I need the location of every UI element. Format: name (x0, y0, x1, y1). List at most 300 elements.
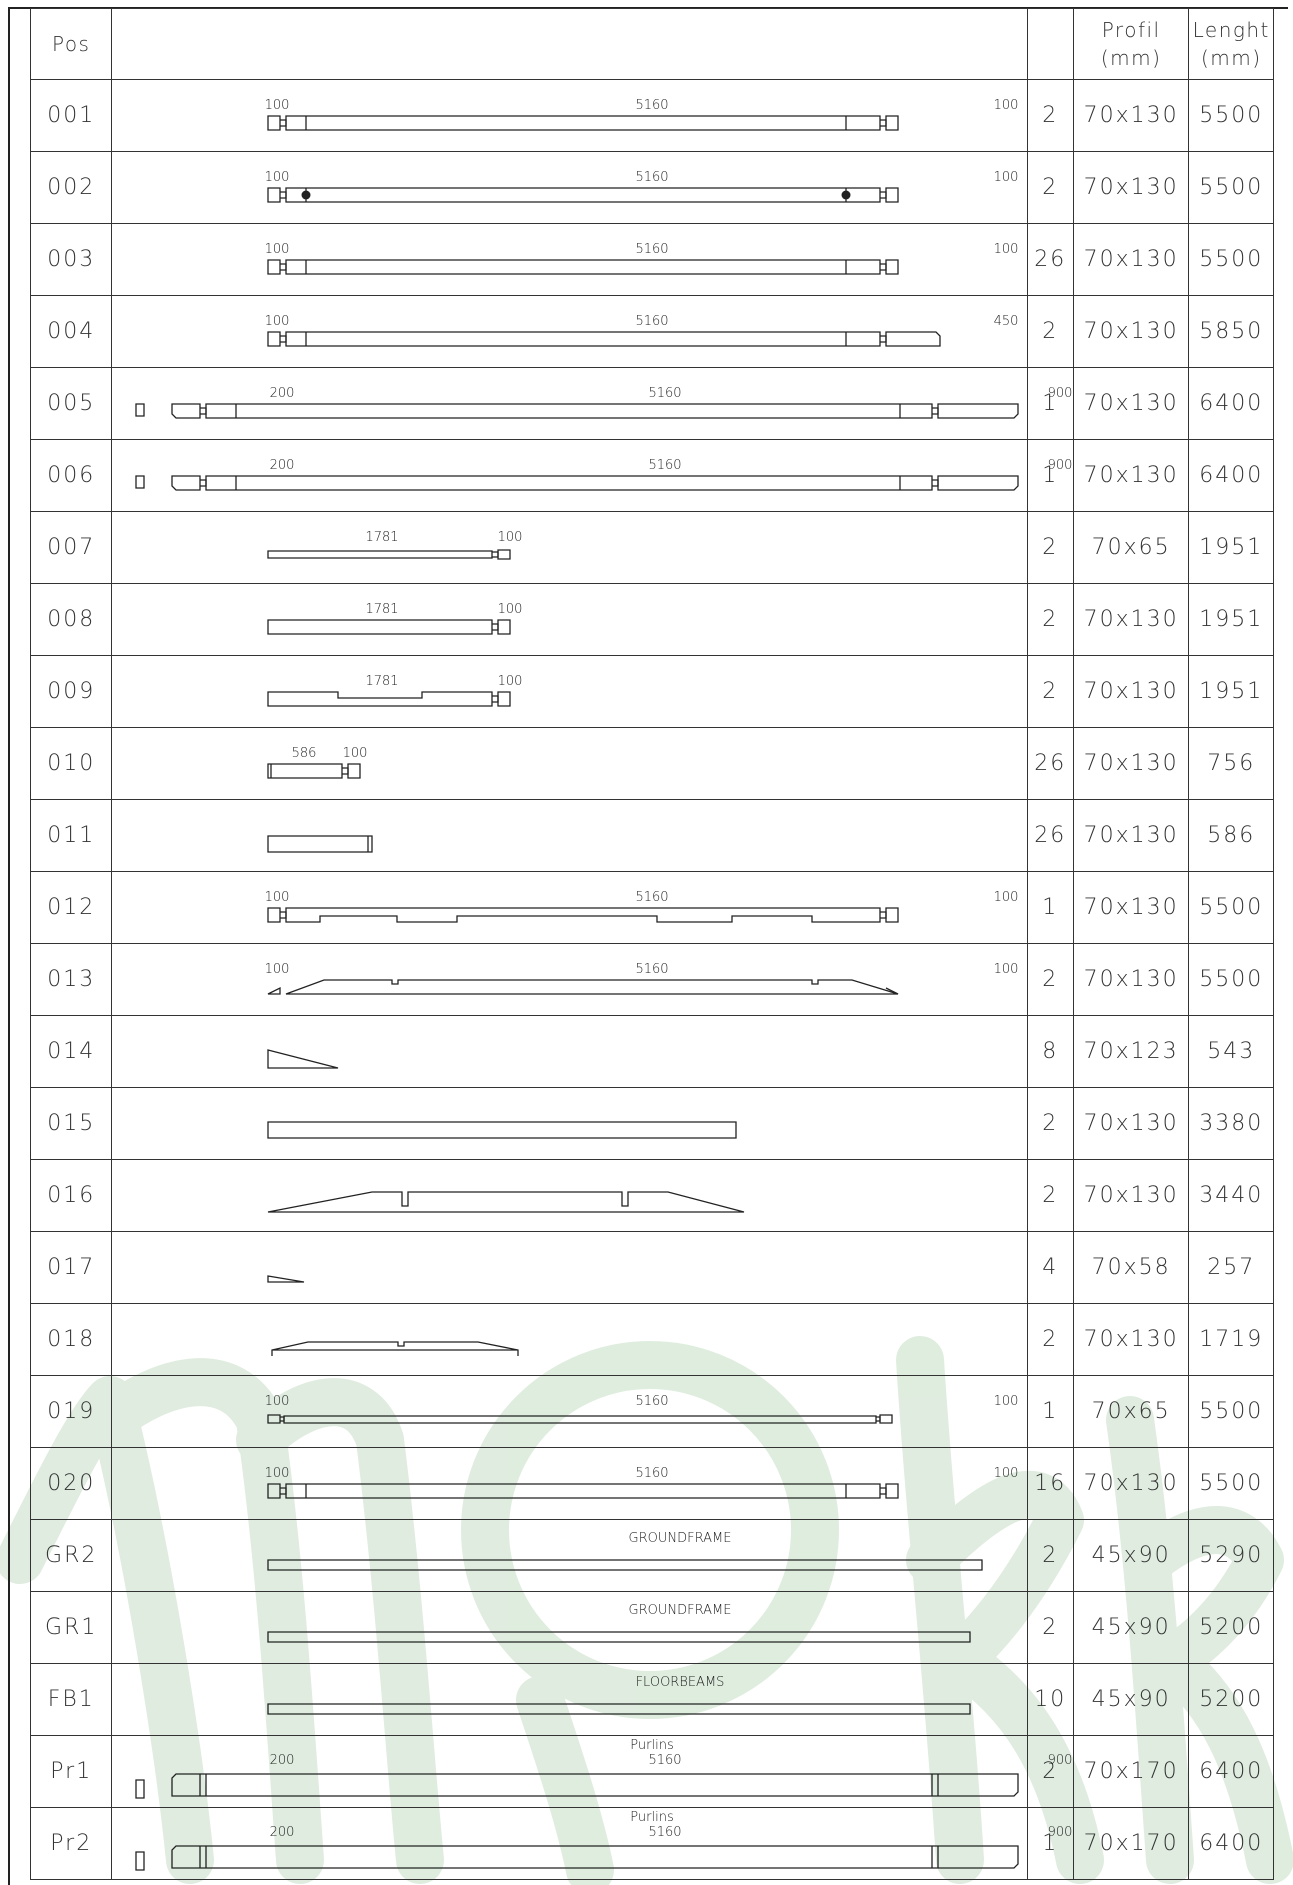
dimension-middle: 5160 (635, 962, 669, 977)
cell-quantity: 2 (1027, 656, 1073, 728)
cell-profil: 70x130 (1073, 368, 1189, 440)
cell-drawing (112, 1376, 1027, 1448)
part-drawing (112, 1016, 1021, 1087)
table-row (31, 728, 1274, 800)
tenon-left (268, 116, 280, 130)
cell-pos: 007 (31, 512, 112, 584)
tenon-right (886, 116, 898, 130)
cell-length: 756 (1189, 728, 1274, 800)
tenon-neck-right (880, 264, 886, 270)
table-row (31, 872, 1274, 944)
cell-quantity: 26 (1027, 224, 1073, 296)
cell-profil: 70x130 (1073, 656, 1189, 728)
cell-quantity: 2 (1027, 80, 1073, 152)
cell-pos: 015 (31, 1088, 112, 1160)
cell-profil: 70x130 (1073, 728, 1189, 800)
tie-body (268, 764, 342, 778)
cell-profil: 70x170 (1073, 1736, 1189, 1808)
cell-drawing (112, 368, 1073, 440)
table-row (31, 80, 1274, 152)
cell-length: 3440 (1189, 1160, 1274, 1232)
table-row (31, 656, 1274, 728)
brace (272, 1342, 518, 1356)
tenon-left (268, 1415, 280, 1423)
cell-pos: FB1 (31, 1664, 112, 1736)
dimension-right: 900 (1048, 386, 1073, 401)
dimension-right: 100 (994, 170, 1019, 185)
cell-length: 5200 (1189, 1664, 1274, 1736)
tenon-neck (492, 624, 498, 630)
cell-quantity: 26 (1027, 728, 1073, 800)
part-drawing (112, 1232, 1021, 1303)
beam-body (286, 188, 880, 202)
tenon-neck-left (280, 336, 286, 342)
table-row (31, 1736, 1274, 1808)
header-profil (1073, 9, 1189, 80)
part-drawing (112, 728, 1021, 799)
cell-length: 257 (1189, 1232, 1274, 1304)
cell-quantity: 1 (1027, 1376, 1073, 1448)
part-drawing (112, 1304, 1021, 1375)
part-drawing (112, 512, 1021, 583)
cell-pos: 017 (31, 1232, 112, 1304)
tapered-beam-body (286, 980, 898, 994)
cell-drawing (112, 296, 1027, 368)
post-body (268, 620, 492, 634)
part-drawing (112, 440, 1073, 511)
groundframe-label: GROUNDFRAME (629, 1531, 732, 1546)
cell-pos: 010 (31, 728, 112, 800)
part-drawing (112, 1088, 1021, 1159)
cell-quantity: 2 (1027, 152, 1073, 224)
cell-length: 543 (1189, 1016, 1274, 1088)
end-right (938, 404, 1018, 418)
cell-profil: 70x130 (1073, 152, 1189, 224)
dimension-right: 900 (1048, 1825, 1073, 1840)
dimension-left: 1781 (365, 674, 399, 689)
cell-quantity: 2 (1027, 512, 1073, 584)
tenon-neck-left (200, 408, 206, 414)
dimension-middle: 5160 (635, 890, 669, 905)
header-pos-label: Pos (51, 32, 91, 56)
short-block (268, 836, 372, 852)
dimension-middle: 5160 (648, 386, 682, 401)
dimension-left: 100 (265, 962, 290, 977)
part-drawing (112, 1520, 1021, 1591)
table-row (31, 1808, 1274, 1880)
tenon-right (886, 1484, 898, 1498)
dimension-right: 450 (994, 314, 1019, 329)
cell-profil: 70x170 (1073, 1808, 1189, 1880)
cell-drawing (112, 440, 1073, 512)
tenon-right (886, 908, 898, 922)
cell-length: 1951 (1189, 656, 1274, 728)
dimension-middle: 5160 (648, 1825, 682, 1840)
cell-drawing (112, 1088, 1027, 1160)
dimension-left: 200 (270, 458, 295, 473)
cell-quantity: 4 (1027, 1232, 1073, 1304)
notched-beam-body (286, 908, 880, 922)
table-row (31, 1592, 1274, 1664)
header-pos (31, 9, 112, 80)
tenon (348, 764, 360, 778)
small-wedge (268, 1276, 304, 1282)
cell-drawing (112, 1592, 1027, 1664)
header-profil-unit: (mm) (1100, 46, 1162, 70)
floorbeams-label: FLOORBEAMS (636, 1675, 725, 1690)
cell-drawing (112, 1016, 1027, 1088)
header-length (1189, 9, 1274, 80)
dimension-right: 100 (498, 530, 523, 545)
cell-profil: 70x123 (1073, 1016, 1189, 1088)
header-qty (1027, 9, 1073, 80)
cell-pos: 013 (31, 944, 112, 1016)
cell-profil: 70x130 (1073, 800, 1189, 872)
table-row (31, 512, 1274, 584)
purlin-label: Purlins (630, 1738, 675, 1753)
groundframe-beam (268, 1560, 982, 1570)
section-mark (136, 1780, 144, 1798)
tenon-neck-left (280, 120, 286, 126)
table-row (31, 800, 1274, 872)
tenon-neck-left (280, 192, 286, 198)
cell-quantity: 2 (1027, 1520, 1073, 1592)
part-drawing (112, 296, 1021, 367)
tenon-right (886, 260, 898, 274)
cell-profil: 45x90 (1073, 1664, 1189, 1736)
cell-drawing (112, 1664, 1027, 1736)
cell-drawing (112, 800, 1027, 872)
cell-length: 5290 (1189, 1520, 1274, 1592)
dimension-right: 100 (994, 962, 1019, 977)
cell-quantity: 1 (1027, 368, 1073, 440)
cell-drawing (112, 224, 1027, 296)
end-left (172, 476, 200, 490)
post-body (268, 551, 492, 558)
cell-profil: 70x58 (1073, 1232, 1189, 1304)
table-row (31, 440, 1274, 512)
cell-length: 6400 (1189, 1736, 1274, 1808)
tenon-left (268, 260, 280, 274)
table-row (31, 1160, 1274, 1232)
tenon (498, 692, 510, 706)
header-drawing (112, 9, 1027, 80)
tenon-neck-left (280, 1488, 286, 1494)
cell-drawing (112, 80, 1027, 152)
cell-quantity: 8 (1027, 1016, 1073, 1088)
tenon-neck-right (880, 912, 886, 918)
cell-pos: 011 (31, 800, 112, 872)
cell-profil: 45x90 (1073, 1592, 1189, 1664)
cell-profil: 70x130 (1073, 944, 1189, 1016)
cell-length: 5500 (1189, 80, 1274, 152)
tenon-neck (342, 768, 348, 774)
part-drawing (112, 1160, 1021, 1231)
cell-drawing (112, 512, 1027, 584)
groundframe-beam (268, 1632, 970, 1642)
purlin-label: Purlins (630, 1810, 675, 1825)
cell-drawing (112, 728, 1027, 800)
cell-profil: 45x90 (1073, 1520, 1189, 1592)
section-mark (136, 476, 144, 488)
dimension-left: 100 (265, 170, 290, 185)
cell-pos: Pr1 (31, 1736, 112, 1808)
cell-pos: 005 (31, 368, 112, 440)
peg-hole (842, 191, 851, 200)
cell-length: 5850 (1189, 296, 1274, 368)
table-row (31, 1448, 1274, 1520)
cell-profil: 70x130 (1073, 1448, 1189, 1520)
dimension-right: 900 (1048, 1753, 1073, 1768)
cell-length: 1951 (1189, 512, 1274, 584)
end-left (172, 404, 200, 418)
tapered-plank (268, 1192, 744, 1212)
cell-pos: 002 (31, 152, 112, 224)
cell-profil: 70x130 (1073, 1304, 1189, 1376)
tenon (498, 620, 510, 634)
cell-quantity: 26 (1027, 800, 1073, 872)
tenon-right (886, 188, 898, 202)
cell-pos: 016 (31, 1160, 112, 1232)
dimension-right: 100 (343, 746, 368, 761)
purlin-body (172, 1846, 1018, 1868)
table-row (31, 1520, 1274, 1592)
tenon-neck-left (200, 480, 206, 486)
dimension-right: 100 (994, 1466, 1019, 1481)
wedge (268, 1050, 338, 1068)
dimension-right: 900 (1048, 458, 1073, 473)
table-row (31, 944, 1274, 1016)
floorbeam (268, 1704, 970, 1714)
part-drawing (112, 1664, 1021, 1735)
table-header-row (31, 9, 1274, 80)
cell-drawing (112, 1160, 1027, 1232)
cell-quantity: 2 (1027, 296, 1073, 368)
tenon-right (880, 1415, 892, 1423)
purlin-body (172, 1774, 1018, 1796)
tenon-neck-left (280, 912, 286, 918)
cell-drawing (112, 1232, 1027, 1304)
dimension-middle: 5160 (635, 1466, 669, 1481)
tenon-left (268, 908, 280, 922)
cell-quantity: 16 (1027, 1448, 1073, 1520)
cell-length: 5500 (1189, 944, 1274, 1016)
cell-profil: 70x130 (1073, 440, 1189, 512)
part-drawing (112, 80, 1021, 151)
part-drawing (112, 1448, 1021, 1519)
table-row (31, 1664, 1274, 1736)
dimension-middle: 5160 (648, 1753, 682, 1768)
beam-body (206, 404, 932, 418)
dimension-middle: 5160 (635, 1394, 669, 1409)
tenon-left (268, 1484, 280, 1498)
dimension-middle: 5160 (635, 314, 669, 329)
tenon-neck (492, 696, 498, 702)
beam-body (286, 332, 880, 346)
dimension-middle: 5160 (648, 458, 682, 473)
part-drawing (112, 1808, 1073, 1879)
dimension-right: 100 (994, 1394, 1019, 1409)
peg-hole (302, 191, 311, 200)
taper-left (268, 988, 280, 994)
part-drawing (112, 1376, 1021, 1447)
tenon-left (268, 332, 280, 346)
post-body (268, 692, 492, 706)
part-drawing (112, 656, 1021, 727)
tenon-neck (492, 552, 498, 557)
part-drawing (112, 152, 1021, 223)
table-row (31, 224, 1274, 296)
table-row (31, 152, 1274, 224)
cell-pos: 003 (31, 224, 112, 296)
end-right (938, 476, 1018, 490)
part-drawing (112, 944, 1021, 1015)
cell-drawing (112, 1736, 1073, 1808)
cell-drawing (112, 1304, 1027, 1376)
cell-quantity: 2 (1027, 1592, 1073, 1664)
dimension-right: 100 (994, 890, 1019, 905)
table-row (31, 368, 1274, 440)
cell-drawing (112, 1448, 1027, 1520)
dimension-left: 100 (265, 1394, 290, 1409)
cell-pos: Pr2 (31, 1808, 112, 1880)
dimension-middle: 5160 (635, 170, 669, 185)
dimension-left: 1781 (365, 602, 399, 617)
tenon-neck-right (880, 192, 886, 198)
table-row (31, 1016, 1274, 1088)
dimension-left: 100 (265, 1466, 290, 1481)
tenon-neck-right (932, 408, 938, 414)
part-drawing (112, 800, 1021, 871)
part-drawing (112, 1592, 1021, 1663)
beam-body (286, 1484, 880, 1498)
cell-profil: 70x130 (1073, 1088, 1189, 1160)
cell-quantity: 2 (1027, 944, 1073, 1016)
cell-pos: 019 (31, 1376, 112, 1448)
dimension-left: 100 (265, 242, 290, 257)
tenon-neck-right (880, 336, 886, 342)
dimension-left: 200 (270, 1825, 295, 1840)
cell-pos: 006 (31, 440, 112, 512)
cell-pos: 014 (31, 1016, 112, 1088)
cell-length: 3380 (1189, 1088, 1274, 1160)
dimension-left: 200 (270, 386, 295, 401)
cell-drawing (112, 656, 1027, 728)
tenon-neck-right (880, 1488, 886, 1494)
cell-pos: 018 (31, 1304, 112, 1376)
dimension-right: 100 (994, 98, 1019, 113)
cell-drawing (112, 1520, 1027, 1592)
cell-length: 1719 (1189, 1304, 1274, 1376)
tenon-neck-right (880, 120, 886, 126)
sheet-border-left (8, 8, 10, 1885)
cell-quantity: 1 (1027, 1808, 1073, 1880)
parts-table (30, 8, 1274, 1880)
part-drawing (112, 584, 1021, 655)
cell-profil: 70x130 (1073, 224, 1189, 296)
cell-pos: GR2 (31, 1520, 112, 1592)
plank (268, 1122, 736, 1138)
cell-drawing (112, 872, 1027, 944)
cell-length: 5200 (1189, 1592, 1274, 1664)
cell-length: 5500 (1189, 1448, 1274, 1520)
cell-drawing (112, 152, 1027, 224)
cell-profil: 70x130 (1073, 584, 1189, 656)
section-mark (136, 404, 144, 416)
cell-length: 5500 (1189, 872, 1274, 944)
cell-pos: 009 (31, 656, 112, 728)
table-row (31, 584, 1274, 656)
cell-length: 586 (1189, 800, 1274, 872)
dimension-right: 100 (498, 602, 523, 617)
tenon-neck-right (932, 480, 938, 486)
cell-length: 6400 (1189, 1808, 1274, 1880)
cell-pos: 001 (31, 80, 112, 152)
cell-quantity: 1 (1027, 872, 1073, 944)
cell-pos: GR1 (31, 1592, 112, 1664)
table-row (31, 1376, 1274, 1448)
cell-drawing (112, 584, 1027, 656)
dimension-middle: 5160 (635, 242, 669, 257)
table-row (31, 296, 1274, 368)
cell-profil: 70x65 (1073, 1376, 1189, 1448)
cell-profil: 70x130 (1073, 1160, 1189, 1232)
groundframe-label: GROUNDFRAME (629, 1603, 732, 1618)
part-drawing (112, 368, 1073, 439)
cell-quantity: 2 (1027, 1304, 1073, 1376)
dimension-left: 200 (270, 1753, 295, 1768)
cell-quantity: 2 (1027, 1736, 1073, 1808)
cell-quantity: 2 (1027, 584, 1073, 656)
header-length-unit: (mm) (1200, 46, 1262, 70)
beam-body (284, 1416, 876, 1423)
cell-quantity: 2 (1027, 1088, 1073, 1160)
cell-length: 6400 (1189, 440, 1274, 512)
cell-length: 5500 (1189, 152, 1274, 224)
cell-profil: 70x130 (1073, 872, 1189, 944)
dimension-right: 100 (498, 674, 523, 689)
dimension-middle: 5160 (635, 98, 669, 113)
dimension-right: 100 (994, 242, 1019, 257)
header-length-label: Lenght (1192, 18, 1270, 42)
cell-length: 5500 (1189, 224, 1274, 296)
tenon-left (268, 188, 280, 202)
part-drawing (112, 1736, 1073, 1807)
cell-length: 6400 (1189, 368, 1274, 440)
dimension-left: 586 (292, 746, 317, 761)
cell-profil: 70x130 (1073, 296, 1189, 368)
table-row (31, 1304, 1274, 1376)
section-mark (136, 1852, 144, 1870)
cell-pos: 012 (31, 872, 112, 944)
tenon-right-long (886, 332, 940, 346)
tenon (498, 550, 510, 559)
cell-profil: 70x130 (1073, 80, 1189, 152)
beam-body (206, 476, 932, 490)
part-drawing (112, 872, 1021, 943)
dimension-left: 100 (265, 98, 290, 113)
cell-quantity: 2 (1027, 1160, 1073, 1232)
beam-body (286, 260, 880, 274)
tenon-neck-left (280, 264, 286, 270)
cell-pos: 008 (31, 584, 112, 656)
cell-quantity: 1 (1027, 440, 1073, 512)
dimension-left: 100 (265, 314, 290, 329)
part-drawing (112, 224, 1021, 295)
header-profil-label: Profil (1101, 18, 1161, 42)
dimension-left: 1781 (365, 530, 399, 545)
cell-length: 5500 (1189, 1376, 1274, 1448)
